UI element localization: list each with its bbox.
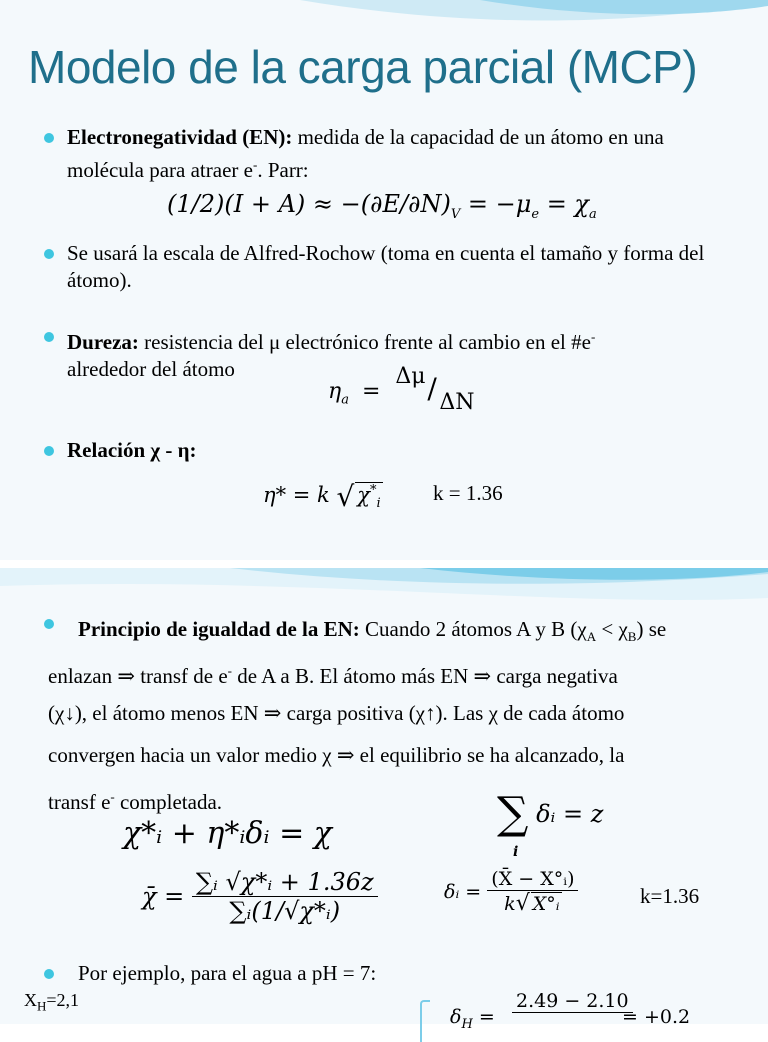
k-value-label-2: k=1.36 (640, 884, 700, 908)
eq-slash: / (427, 372, 437, 405)
principle-line-2 (48, 650, 618, 697)
eq-sup: * (370, 483, 377, 498)
sum-symbol: ∑ (497, 788, 529, 839)
eq-radicand: X°ᵢ (532, 893, 560, 915)
equation-mean-chi (142, 868, 378, 925)
eq-den (487, 891, 578, 916)
xh-value (24, 990, 79, 1015)
eq-part: (1/2)(I + A) ≈ −(∂E/∂N) (167, 190, 451, 218)
sup: - (227, 663, 233, 678)
bullet-icon (44, 133, 54, 143)
sup: - (590, 329, 596, 344)
decorative-swoosh (0, 0, 768, 40)
equation-delta (444, 868, 578, 916)
eq-num: Δμ (395, 364, 426, 389)
eq-sub: i (376, 496, 381, 512)
eq-result: = +0.2 (622, 1006, 691, 1028)
eq-part: η* = k (263, 483, 330, 507)
sub: H (37, 998, 47, 1014)
text: X (24, 990, 37, 1010)
eq-part: η (328, 379, 342, 404)
sup: - (110, 789, 115, 804)
bullet-water-example: Por ejemplo, para el agua a pH = 7: (78, 961, 377, 985)
eq-part: δ (450, 1006, 462, 1028)
eq-sub: H (461, 1016, 473, 1032)
bullet-icon (44, 249, 54, 259)
eq-sub: V (450, 206, 461, 222)
bullet-alfred-rochow: Se usará la escala de Alfred-Rochow (toma en cuenta el tamaño y forma del átomo). (67, 241, 705, 292)
eq-lhs: χ̄ = (142, 882, 185, 911)
eq-den: ΔN (439, 390, 475, 415)
bullet-relation (67, 437, 737, 464)
equation-delta-h: $\delta_H$ = (450, 1006, 495, 1032)
eq-slash-fraction (393, 364, 475, 415)
equation-hardness (328, 364, 475, 415)
equation-charge-sum (497, 788, 603, 839)
eq-num: (X̄ − X°ᵢ) (487, 868, 578, 891)
eq-sub: a (588, 206, 597, 222)
bullet-text: alrededor del átomo (67, 357, 235, 381)
slide-2 (0, 568, 768, 1032)
callout-bracket (420, 1000, 430, 1042)
eq-sub: e (531, 206, 540, 222)
bullet-text-tail: . Parr: (257, 158, 309, 182)
eq-part: = χ (539, 190, 589, 218)
bullet-icon (44, 332, 54, 342)
eq-equals: = (361, 379, 381, 404)
eq-lhs: δᵢ = (444, 881, 482, 903)
principle-line-3: (χ↓), el átomo menos EN ⇒ carga positiva (χ↑). Las χ de cada átomo (48, 701, 625, 725)
text: transf e (48, 790, 111, 814)
slide-separator (0, 560, 768, 568)
eq-fraction (487, 868, 578, 916)
bullet-text: medida de la capacidad de un átomo en una molécula para atraer e (67, 125, 664, 182)
eq-num: 2.49 − 2.10 (512, 990, 633, 1013)
equation-relation (263, 480, 383, 513)
text: =2,1 (46, 990, 80, 1010)
bullet-text: resistencia del μ electrónico frente al cambio en el #e (138, 330, 591, 354)
bullet-electronegativity (67, 124, 737, 184)
bullet-icon (44, 969, 54, 979)
eq-radicand (355, 482, 382, 511)
k-value-label: k = 1.36 (433, 481, 503, 505)
eq-den: ∑ᵢ(1/√χ*ᵢ) (229, 897, 341, 925)
term-electronegativity: Electronegatividad (EN): (67, 125, 293, 149)
text: de A a B. El átomo más EN ⇒ carga negativa (232, 664, 618, 688)
equation-parr (167, 190, 597, 222)
term-equalization: Principio de igualdad de la EN: (78, 617, 360, 641)
eq-part: δᵢ = z (536, 800, 604, 828)
sqrt-symbol: √ (515, 891, 530, 916)
text: Cuando 2 átomos A y B (χ (359, 617, 587, 641)
text: ) se (636, 617, 667, 641)
text: < χ (596, 617, 628, 641)
eq-fraction (192, 868, 378, 925)
bullet-icon (44, 446, 54, 456)
sub: A (586, 629, 597, 645)
sqrt-symbol: √ (336, 480, 355, 513)
eq-part: k (504, 893, 516, 915)
eq-part: χ (357, 483, 371, 507)
slide-title: Modelo de la carga parcial (MCP) (28, 41, 698, 93)
principle-line-4: convergen hacia un valor medio χ ⇒ el equilibrio se ha alcanzado, la (48, 743, 625, 767)
bullet-icon (44, 619, 54, 629)
term-relation: Relación χ - η: (67, 438, 197, 462)
eq-sub: a (341, 392, 349, 408)
sup: - (252, 157, 258, 172)
sub: B (627, 629, 637, 645)
eq-num: ∑ᵢ √χ*ᵢ + 1.36z (192, 868, 378, 897)
eq-part: = −μ (460, 190, 532, 218)
term-hardness: Dureza: (67, 330, 139, 354)
equation-equalization: χ*ᵢ + η*ᵢδᵢ = χ (123, 816, 332, 851)
text: completada. (114, 790, 223, 814)
sum-index: i (513, 844, 519, 860)
text: enlazan ⇒ transf de e (48, 664, 228, 688)
